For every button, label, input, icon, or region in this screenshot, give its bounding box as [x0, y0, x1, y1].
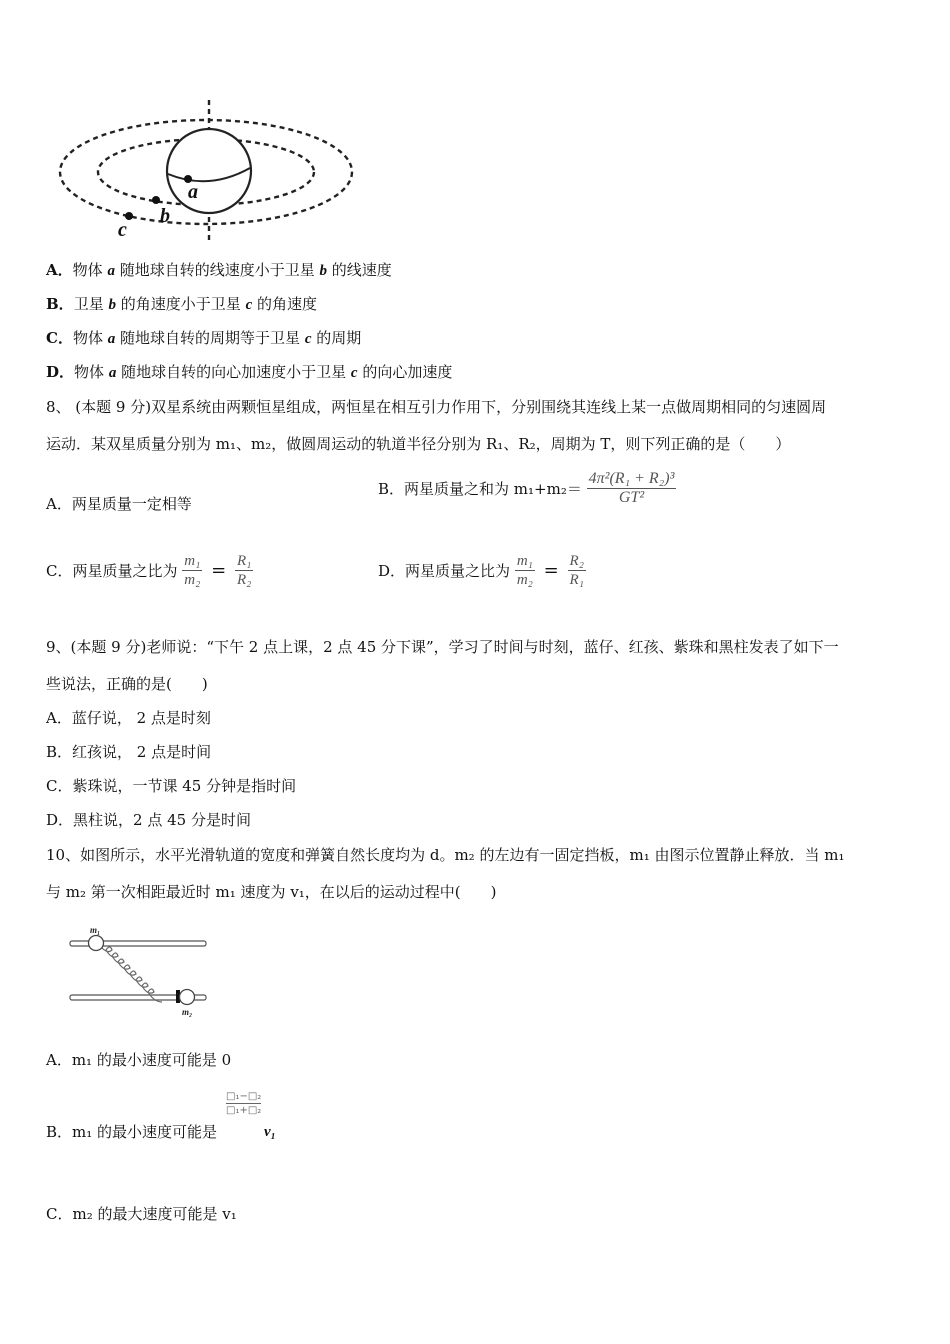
ball-m1	[89, 936, 104, 951]
q7-option-c: C．物体 a 随地球自转的周期等于卫星 c 的周期	[46, 329, 362, 347]
q9-option-a: A．蓝仔说， 2 点是时刻	[46, 709, 211, 727]
q8-c-right-fraction: $\frac{\text{R₁}}{\text{R₂}}$	[236, 553, 252, 588]
q10-option-b: B．m₁ 的最小速度可能是	[46, 1123, 218, 1141]
q8-option-b: B．两星质量之和为 m₁+m₂＝ $\frac{\text{4π²(R₁ + R₂)³}}{\text{GT²}}$	[378, 470, 675, 506]
q8-d-left-fraction: $\frac{\text{m₁}}{\text{m₂}}$	[516, 553, 533, 588]
q10-option-a: A．m₁ 的最小速度可能是 0	[46, 1051, 232, 1069]
label-b: b	[160, 205, 170, 227]
point-b	[152, 196, 160, 204]
q7-option-b: B．卫星 b 的角速度小于卫星 c 的角速度	[46, 295, 318, 313]
label-c: c	[118, 219, 127, 241]
q9-option-b: B．红孩说， 2 点是时间	[46, 743, 212, 761]
label-a: a	[188, 181, 198, 203]
q7-option-a: A．物体 a 随地球自转的线速度小于卫星 b 的线速度	[46, 261, 392, 279]
q10-option-c: C．m₂ 的最大速度可能是 v₁	[46, 1205, 237, 1223]
q9-stem-line1: 9、(本题 9 分)老师说：“下午 2 点上课，2 点 45 分下课”，学习了时间与时刻，蓝仔、红孩、紫珠和黑柱发表了如下一	[46, 638, 839, 656]
q8-stem-line1: 8、 (本题 9 分)双星系统由两颗恒星组成，两恒星在相互引力作用下，分别围绕其连线上某一点做周期相同的匀速圆周	[46, 398, 827, 416]
q9-option-c: C．紫珠说，一节课 45 分钟是指时间	[46, 777, 297, 795]
label-m1: m₁	[90, 925, 101, 935]
q7-option-d: D．物体 a 随地球自转的向心加速度小于卫星 c 的向心加速度	[46, 363, 453, 381]
q10-stem-line1: 10、如图所示，水平光滑轨道的宽度和弹簧自然长度均为 d。m₂ 的左边有一固定挡板，m₁ 由图示位置静止释放．当 m₁	[46, 846, 845, 864]
orbit-figure	[52, 96, 362, 246]
spring-figure	[64, 922, 214, 1022]
q8-option-a: A．两星质量一定相等	[46, 495, 192, 513]
q8-b-fraction: $\frac{\text{4π²(R₁ + R₂)³}}{\text{GT²}}$	[588, 470, 675, 506]
q8-stem-line2: 运动．某双星质量分别为 m₁、m₂，做圆周运动的轨道半径分别为 R₁、R₂，周期为 T，则下列正确的是（ ）	[46, 435, 791, 453]
q8-option-c: C．两星质量之比为 $\frac{\text{m₁}}{\text{m₂}}$ = $\frac{\text{R₁}}{\text{R₂}}$	[46, 553, 252, 588]
q8-d-right-fraction: $\frac{\text{R₂}}{\text{R₁}}$	[569, 553, 584, 588]
q8-option-d: D．两星质量之比为 $\frac{\text{m₁}}{\text{m₂}}$ = $\frac{\text{R₂}}{\text{R₁}}$	[378, 553, 584, 588]
q10-b-fraction: □₁−□₂ □₁+□₂	[226, 1091, 262, 1116]
q10-stem-line2: 与 m₂ 第一次相距最近时 m₁ 速度为 v₁，在以后的运动过程中( )	[46, 883, 497, 901]
ball-m2	[180, 990, 195, 1005]
label-m2: m₂	[182, 1007, 193, 1017]
q8-c-left-fraction: $\frac{\text{m₁}}{\text{m₂}}$	[184, 553, 201, 588]
q9-stem-line2: 些说法，正确的是( )	[46, 675, 208, 693]
q9-option-d: D．黑柱说，2 点 45 分是时间	[46, 811, 251, 829]
earth-sphere	[167, 129, 251, 213]
q10-b-v1: v₁	[264, 1124, 276, 1140]
spring-coil	[102, 947, 162, 1002]
